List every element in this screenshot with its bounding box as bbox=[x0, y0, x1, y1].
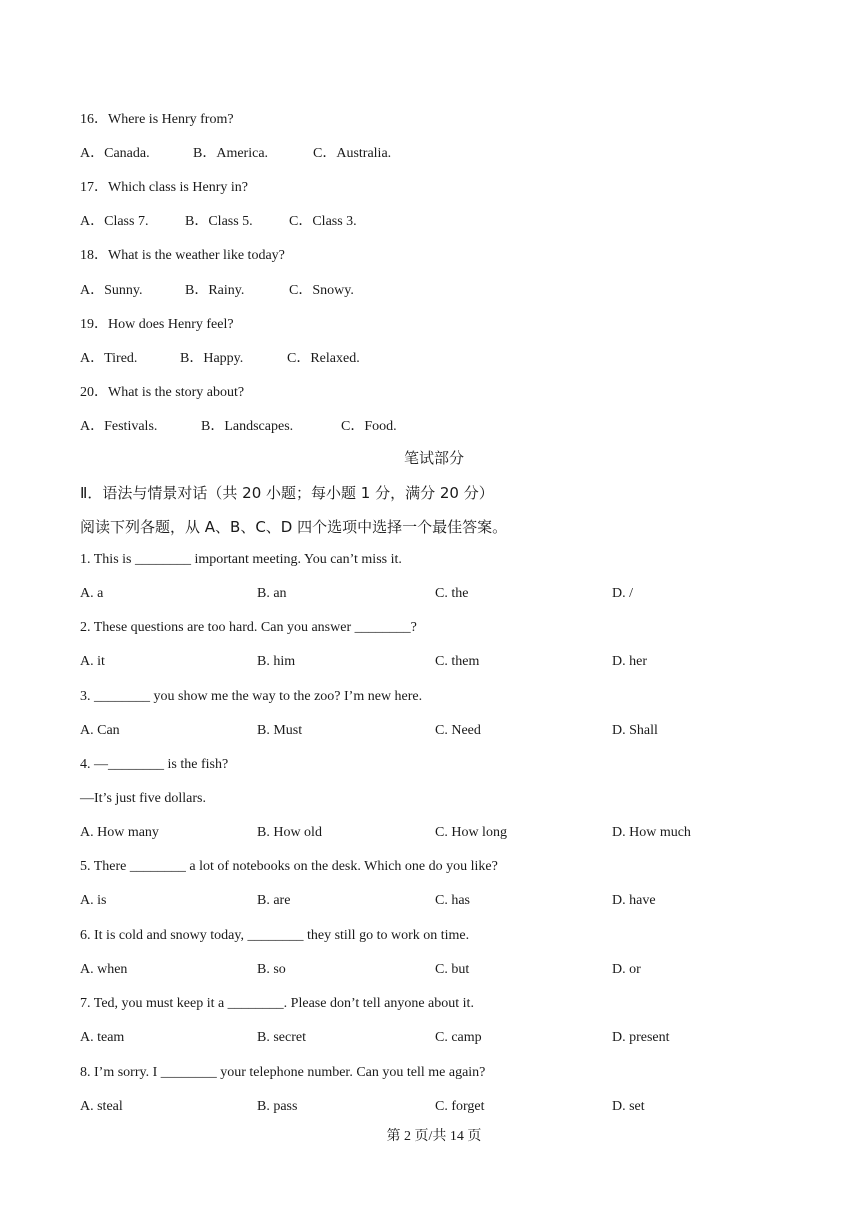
q20-option-b: B．Landscapes. bbox=[201, 419, 294, 434]
question-4-reply: —It’s just five dollars. bbox=[80, 791, 206, 806]
q8-option-d: D. set bbox=[612, 1099, 645, 1114]
question-6: 6. It is cold and snowy today, ________ they still go to work on time. bbox=[80, 928, 470, 943]
q2-option-c: C. them bbox=[435, 654, 480, 669]
q16-option-b: B．America. bbox=[193, 146, 269, 161]
q18-option-c: C．Snowy. bbox=[289, 283, 354, 298]
q4-option-d: D. How much bbox=[612, 825, 691, 840]
q5-option-d: D. have bbox=[612, 893, 656, 908]
question-3: 3. ________ you show me the way to the zoo? I’m new here. bbox=[80, 689, 423, 704]
q6-option-b: B. so bbox=[257, 962, 286, 977]
question-16: 16．Where is Henry from? bbox=[80, 112, 234, 127]
q20-option-a: A．Festivals. bbox=[80, 419, 158, 434]
question-2: 2. These questions are too hard. Can you answer ________? bbox=[80, 620, 417, 635]
q18-option-b: B．Rainy. bbox=[185, 283, 245, 298]
q5-option-b: B. are bbox=[257, 893, 291, 908]
page-footer: 第 2 页/共 14 页 bbox=[386, 1129, 482, 1144]
q7-option-a: A. team bbox=[80, 1030, 125, 1045]
q17-option-b: B．Class 5. bbox=[185, 214, 253, 229]
q17-option-a: A．Class 7. bbox=[80, 214, 149, 229]
question-18: 18．What is the weather like today? bbox=[80, 248, 285, 263]
q7-option-b: B. secret bbox=[257, 1030, 306, 1045]
q19-option-b: B．Happy. bbox=[180, 351, 244, 366]
q2-option-d: D. her bbox=[612, 654, 647, 669]
question-17: 17．Which class is Henry in? bbox=[80, 180, 248, 195]
question-19: 19．How does Henry feel? bbox=[80, 317, 234, 332]
q8-option-c: C. forget bbox=[435, 1099, 485, 1114]
q18-option-a: A．Sunny. bbox=[80, 283, 143, 298]
question-1: 1. This is ________ important meeting. You can’t miss it. bbox=[80, 552, 402, 567]
instruction: 阅读下列各题，从 A、B、C、D 四个选项中选择一个最佳答案。 bbox=[80, 518, 508, 536]
q1-option-c: C. the bbox=[435, 586, 469, 601]
q8-option-a: A. steal bbox=[80, 1099, 123, 1114]
q7-option-d: D. present bbox=[612, 1030, 670, 1045]
q2-option-b: B. him bbox=[257, 654, 296, 669]
q1-option-b: B. an bbox=[257, 586, 287, 601]
q16-option-a: A．Canada. bbox=[80, 146, 150, 161]
question-8: 8. I’m sorry. I ________ your telephone number. Can you tell me again? bbox=[80, 1065, 486, 1080]
question-7: 7. Ted, you must keep it a ________. Please don’t tell anyone about it. bbox=[80, 996, 474, 1011]
section-heading: Ⅱ．语法与情景对话（共 20 小题；每小题 1 分，满分 20 分） bbox=[80, 484, 494, 502]
q7-option-c: C. camp bbox=[435, 1030, 482, 1045]
q17-option-c: C．Class 3. bbox=[289, 214, 357, 229]
q5-option-c: C. has bbox=[435, 893, 470, 908]
q19-option-a: A．Tired. bbox=[80, 351, 138, 366]
q3-option-c: C. Need bbox=[435, 723, 481, 738]
q4-option-c: C. How long bbox=[435, 825, 507, 840]
question-20: 20．What is the story about? bbox=[80, 385, 245, 400]
q4-option-b: B. How old bbox=[257, 825, 322, 840]
q1-option-d: D. / bbox=[612, 586, 633, 601]
q3-option-a: A. Can bbox=[80, 723, 120, 738]
q20-option-c: C．Food. bbox=[341, 419, 397, 434]
q6-option-d: D. or bbox=[612, 962, 641, 977]
q2-option-a: A. it bbox=[80, 654, 105, 669]
q19-option-c: C．Relaxed. bbox=[287, 351, 360, 366]
q6-option-c: C. but bbox=[435, 962, 470, 977]
q5-option-a: A. is bbox=[80, 893, 107, 908]
q3-option-d: D. Shall bbox=[612, 723, 658, 738]
q6-option-a: A. when bbox=[80, 962, 128, 977]
q1-option-a: A. a bbox=[80, 586, 104, 601]
q16-option-c: C．Australia. bbox=[313, 146, 392, 161]
q4-option-a: A. How many bbox=[80, 825, 159, 840]
question-5: 5. There ________ a lot of notebooks on the desk. Which one do you like? bbox=[80, 859, 498, 874]
q3-option-b: B. Must bbox=[257, 723, 303, 738]
q8-option-b: B. pass bbox=[257, 1099, 298, 1114]
question-4: 4. —________ is the fish? bbox=[80, 757, 229, 772]
part-title: 笔试部分 bbox=[403, 449, 464, 467]
